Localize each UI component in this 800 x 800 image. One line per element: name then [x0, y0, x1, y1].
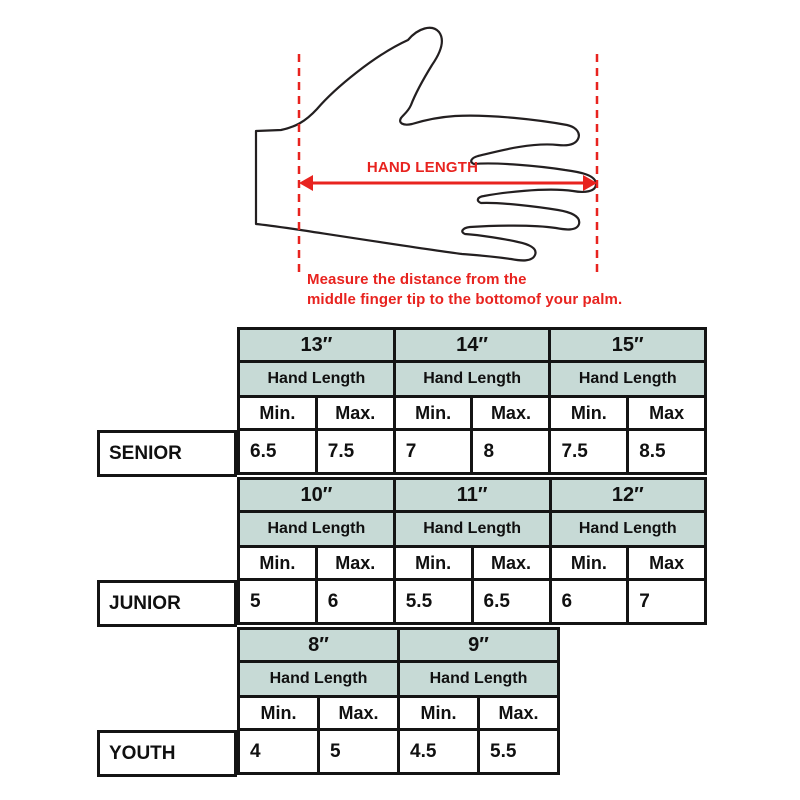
min-value-cell: 5.5 [394, 580, 472, 624]
hand-length-cell: Hand Length [239, 662, 399, 697]
size-header-cell: 9″ [399, 629, 559, 662]
max-label-cell: Max. [316, 397, 394, 430]
max-label-cell: Max. [316, 547, 394, 580]
min-value-cell: 7.5 [550, 430, 628, 474]
junior-size-table [237, 477, 707, 625]
hand-outline [256, 28, 596, 261]
max-label-cell: Max. [319, 697, 399, 730]
max-value-cell: 6 [316, 580, 394, 624]
hand-length-cell: Hand Length [550, 362, 706, 397]
senior-size-table [237, 327, 707, 475]
min-value-cell: 4 [239, 730, 319, 774]
min-value-cell: 6.5 [239, 430, 317, 474]
max-value-cell: 5.5 [479, 730, 559, 774]
caption-line-1: Measure the distance from the [307, 271, 527, 288]
min-label-cell: Min. [239, 397, 317, 430]
section-label-youth: YOUTH [97, 730, 237, 777]
size-header-cell: 12″ [550, 479, 706, 512]
hand-length-cell: Hand Length [550, 512, 706, 547]
size-header-cell: 11″ [394, 479, 550, 512]
hand-length-cell: Hand Length [394, 362, 550, 397]
size-header-cell: 15″ [550, 329, 706, 362]
hand-length-cell: Hand Length [239, 512, 395, 547]
min-value-cell: 4.5 [399, 730, 479, 774]
max-value-cell: 7.5 [316, 430, 394, 474]
min-label-cell: Min. [550, 397, 628, 430]
size-header-cell: 13″ [239, 329, 395, 362]
caption-line-2: middle finger tip to the bottomof your palm. [307, 291, 623, 308]
hand-length-label: HAND LENGTH [366, 159, 479, 176]
max-label-cell: Max [628, 547, 706, 580]
min-value-cell: 6 [550, 580, 628, 624]
min-label-cell: Min. [239, 697, 319, 730]
youth-size-table [237, 627, 560, 775]
max-value-cell: 8 [472, 430, 550, 474]
min-label-cell: Min. [550, 547, 628, 580]
size-header-cell: 10″ [239, 479, 395, 512]
size-header-cell: 14″ [394, 329, 550, 362]
max-label-cell: Max. [479, 697, 559, 730]
min-label-cell: Min. [399, 697, 479, 730]
max-label-cell: Max [628, 397, 706, 430]
max-value-cell: 8.5 [628, 430, 706, 474]
max-value-cell: 7 [628, 580, 706, 624]
hand-length-cell: Hand Length [394, 512, 550, 547]
max-value-cell: 5 [319, 730, 399, 774]
min-value-cell: 7 [394, 430, 472, 474]
min-label-cell: Min. [394, 547, 472, 580]
size-header-cell: 8″ [239, 629, 399, 662]
hand-length-cell: Hand Length [239, 362, 395, 397]
max-label-cell: Max. [472, 547, 550, 580]
section-label-junior: JUNIOR [97, 580, 237, 627]
section-label-senior: SENIOR [97, 430, 237, 477]
min-value-cell: 5 [239, 580, 317, 624]
hand-length-cell: Hand Length [399, 662, 559, 697]
min-label-cell: Min. [394, 397, 472, 430]
measurement-caption [307, 270, 622, 310]
min-label-cell: Min. [239, 547, 317, 580]
max-value-cell: 6.5 [472, 580, 550, 624]
max-label-cell: Max. [472, 397, 550, 430]
